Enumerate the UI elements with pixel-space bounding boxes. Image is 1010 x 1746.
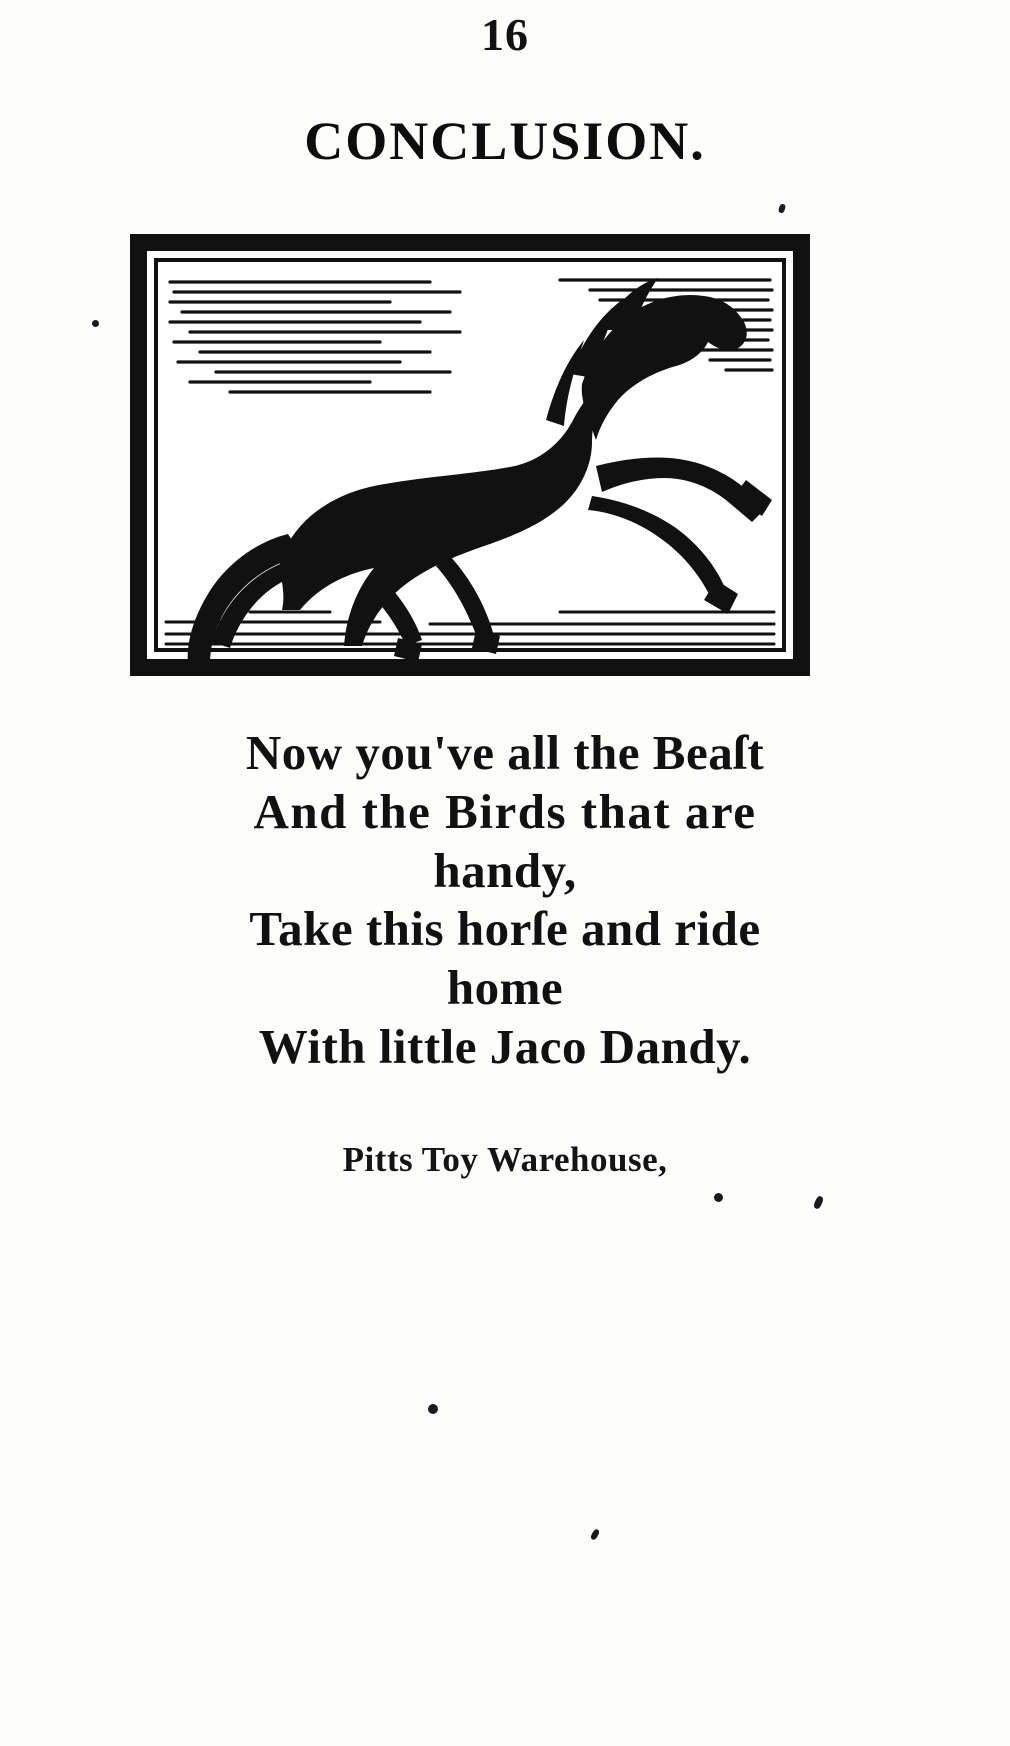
ink-speck: [92, 320, 99, 327]
ink-speck: [428, 1404, 438, 1414]
ink-speck: [590, 1528, 601, 1541]
page-number: 16: [481, 9, 529, 60]
page-title: CONCLUSION.: [304, 111, 706, 171]
publisher-imprint: Pitts Toy Warehouse,: [342, 1140, 668, 1179]
verse-line: With little Jacᴏ Dandy.: [258, 1018, 752, 1074]
ink-speck: [778, 203, 786, 213]
verse-line: home: [446, 960, 564, 1016]
horse-woodcut-illustration: [130, 234, 810, 676]
verse-line: Now you've all the Beaſt: [245, 725, 765, 780]
verse-line: Take this horſe and ride: [249, 901, 761, 957]
verse-line: handy,: [433, 842, 577, 898]
ink-speck: [714, 1193, 723, 1202]
verse-text: [60, 724, 950, 1077]
verse-line: And the Birds that are: [253, 783, 757, 839]
ink-speck: [813, 1195, 825, 1210]
